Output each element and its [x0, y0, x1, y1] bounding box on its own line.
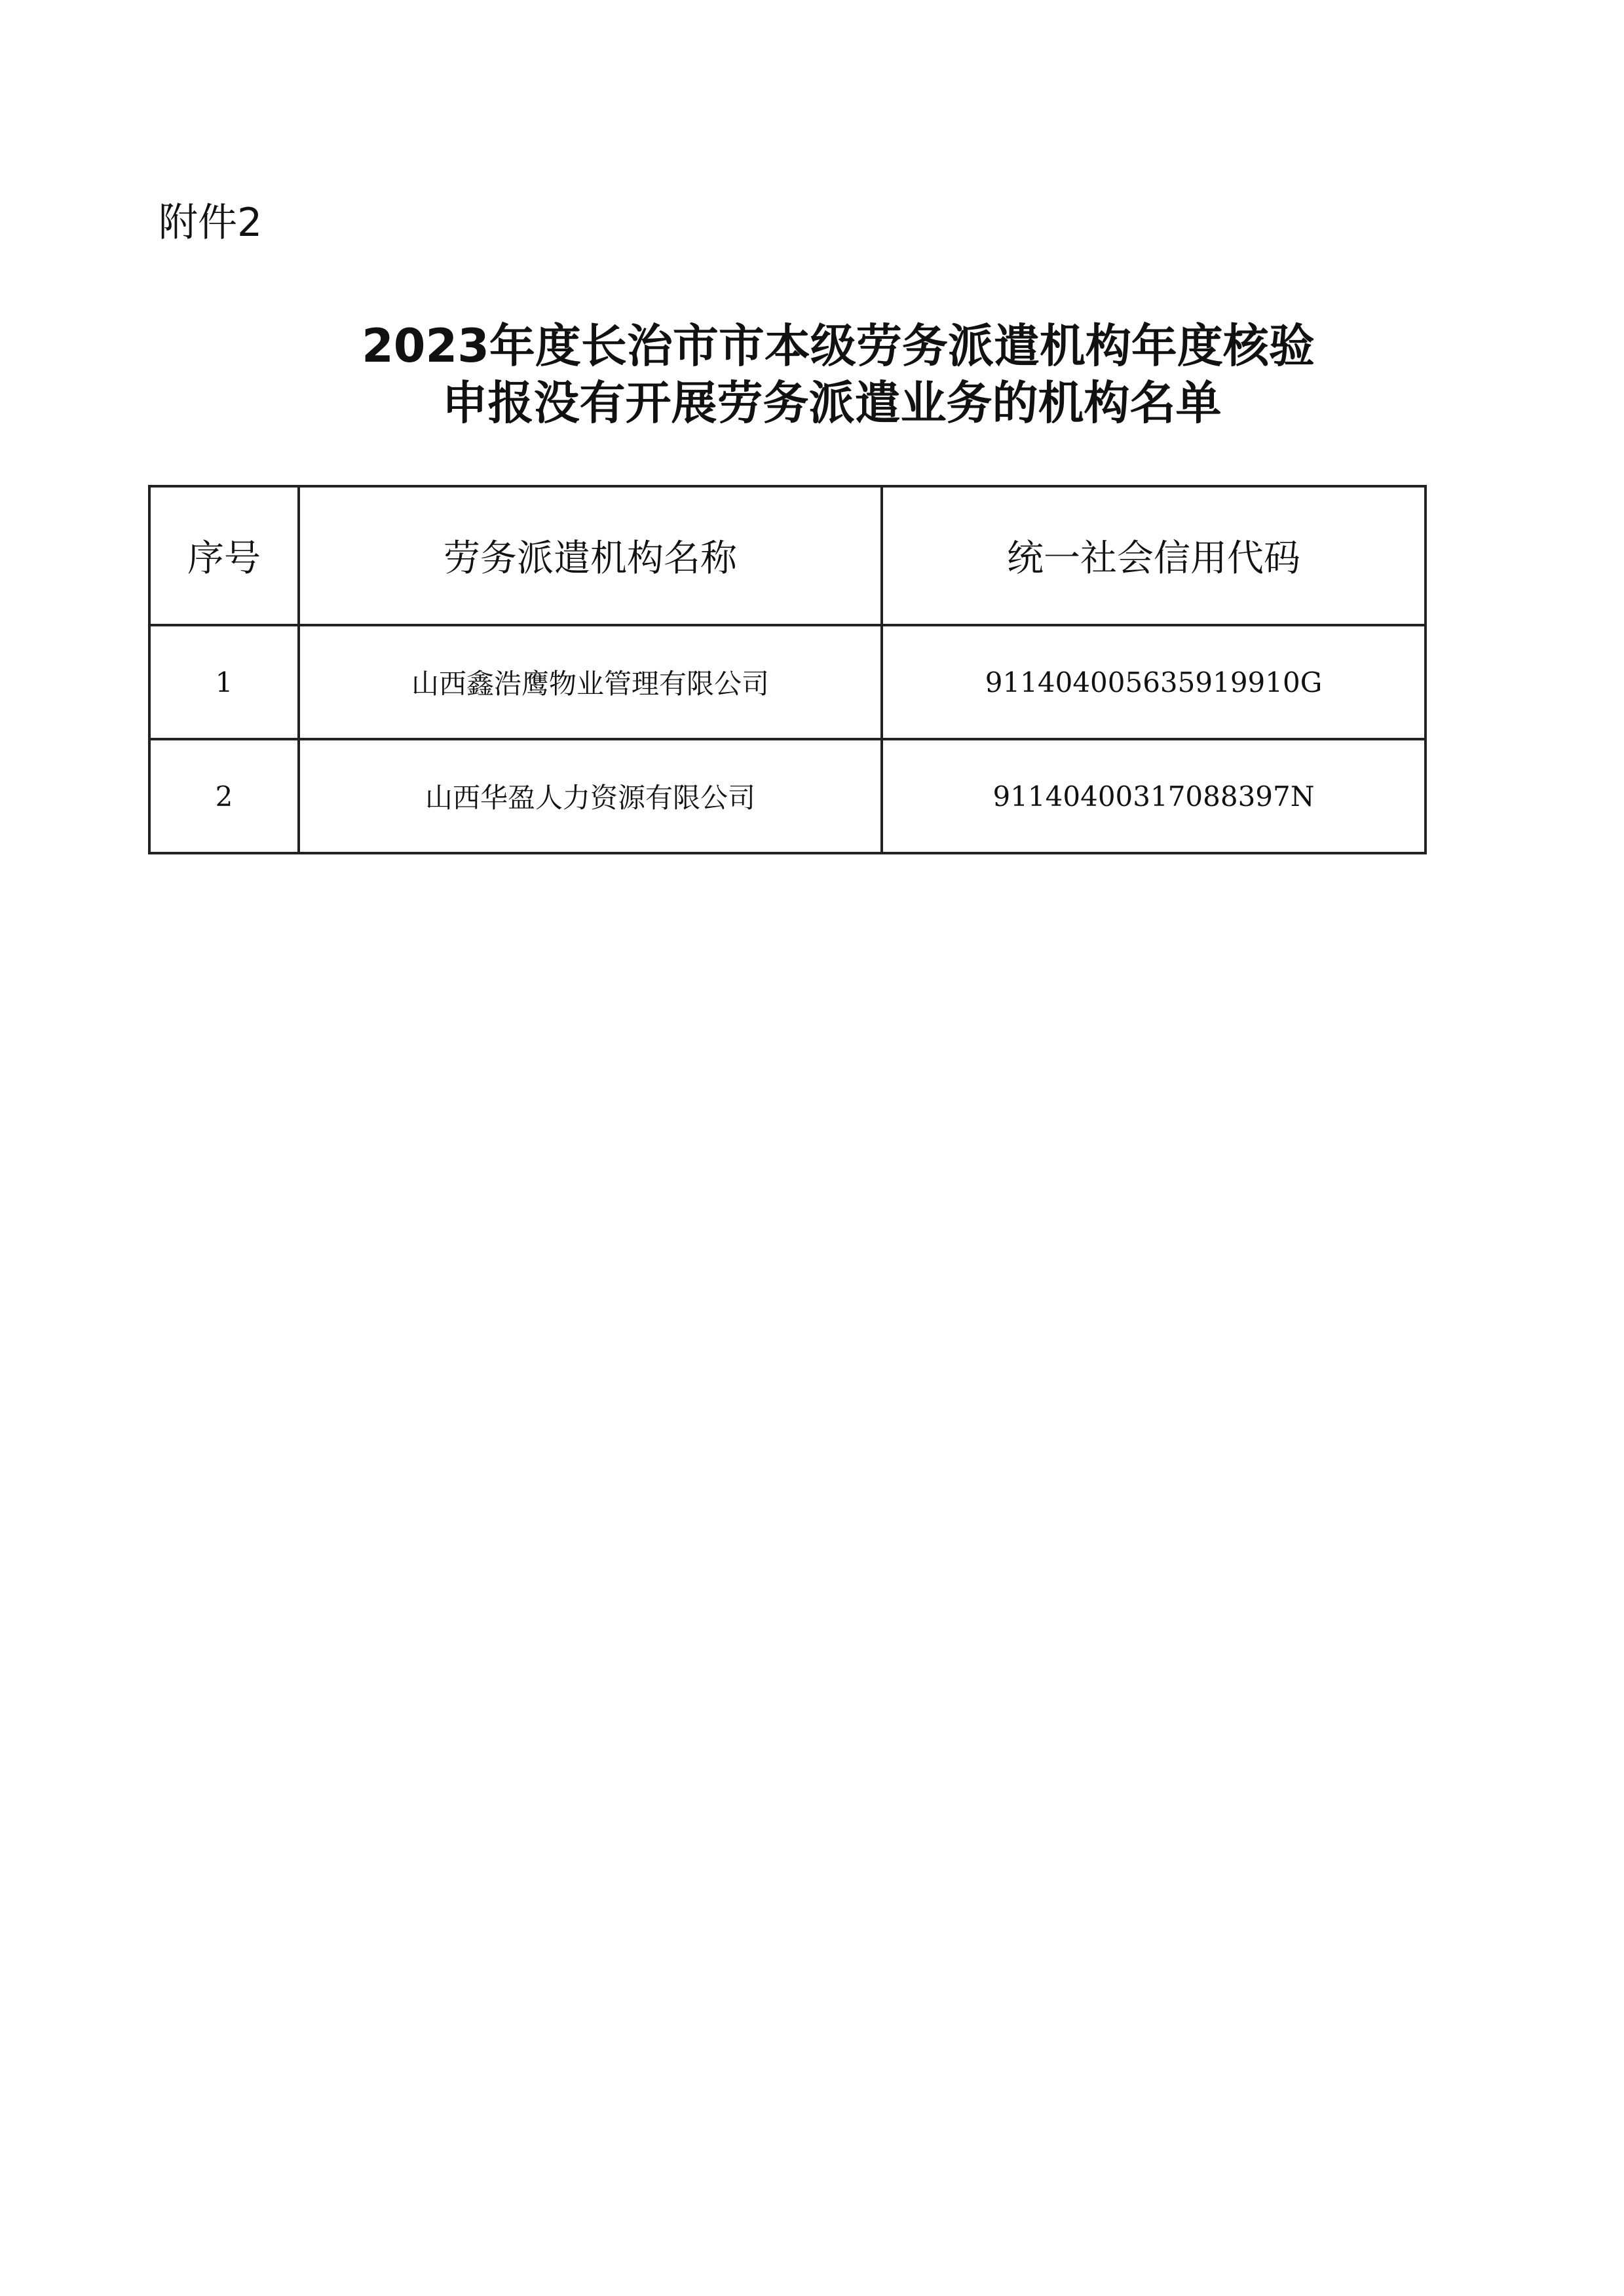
row-credit-code: 91140400317088397N: [882, 739, 1426, 853]
attachment-label: 附件2: [159, 200, 263, 246]
table-row: [149, 739, 1426, 853]
header-credit-code: 统一社会信用代码: [882, 486, 1426, 625]
agency-table: [148, 485, 1427, 854]
row-index: 1: [149, 625, 299, 739]
row-agency-name: 山西华盈人力资源有限公司: [299, 739, 882, 853]
row-credit-code: 911404005635919910G: [882, 625, 1426, 739]
header-index: 序号: [149, 486, 299, 625]
table-header-row: [149, 486, 1426, 625]
page-title-line-2: 申报没有开展劳务派遣业务的机构名单: [442, 376, 1222, 430]
table-row: [149, 625, 1426, 739]
header-agency-name: 劳务派遣机构名称: [299, 486, 882, 625]
page-title-line-1: 2023年度长治市市本级劳务派遣机构年度核验: [362, 319, 1315, 373]
row-index: 2: [149, 739, 299, 853]
row-agency-name: 山西鑫浩鹰物业管理有限公司: [299, 625, 882, 739]
